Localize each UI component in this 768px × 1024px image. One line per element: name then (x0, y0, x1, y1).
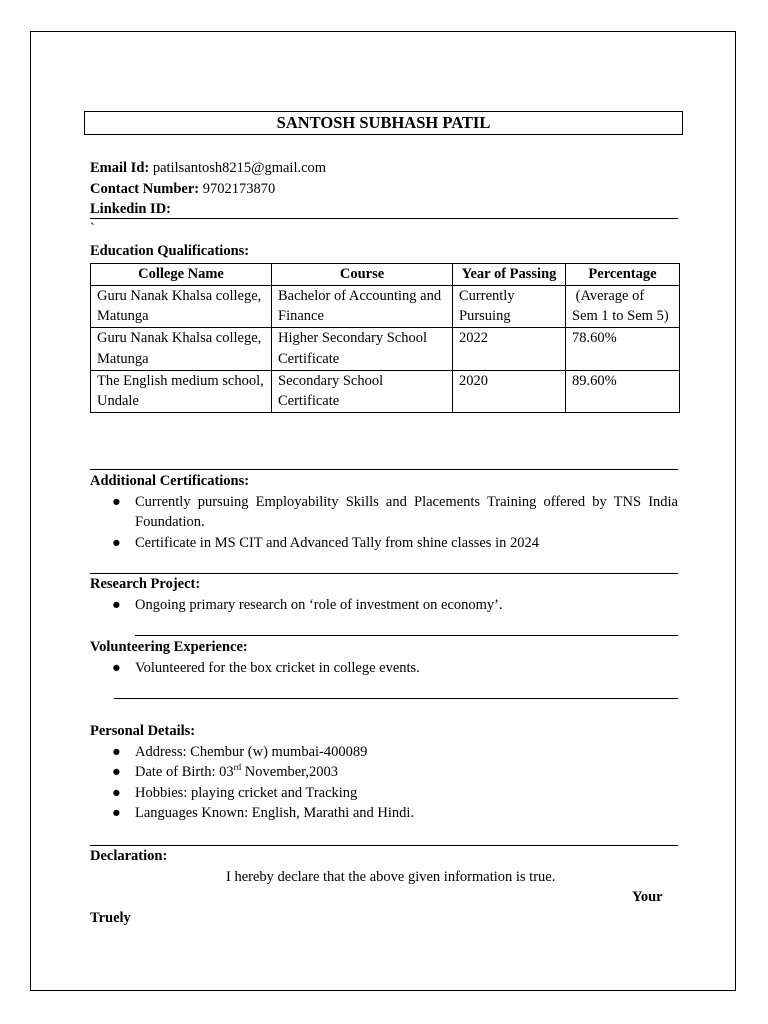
linkedin-line (90, 199, 171, 220)
education-heading (90, 241, 249, 262)
list-item-text: Ongoing primary research on ‘role of investment on economy’. (135, 597, 503, 613)
bullet-icon: ● (112, 764, 121, 780)
email-label: Email Id: (90, 160, 150, 176)
signoff-your: Your (632, 889, 663, 905)
education-table (90, 263, 680, 413)
list-item (90, 658, 678, 679)
phone-line (90, 179, 275, 200)
divider (90, 218, 678, 219)
table-cell: 89.60% (566, 370, 680, 412)
table-cell: 78.60% (566, 328, 680, 370)
table-cell: The English medium school, Undale (91, 370, 272, 412)
personal-list (90, 742, 678, 824)
table-cell: Guru Nanak Khalsa college, Matunga (91, 328, 272, 370)
address-text: Address: Chembur (w) mumbai-400089 (135, 743, 368, 760)
divider (90, 469, 678, 470)
table-cell: Bachelor of Accounting and Finance (272, 285, 453, 327)
certifications-heading (90, 471, 249, 492)
table-cell: Currently Pursuing (453, 285, 566, 327)
hobbies-text: Hobbies: playing cricket and Tracking (135, 784, 358, 801)
list-item (90, 492, 678, 533)
bullet-icon: ● (112, 534, 121, 551)
table-header-row (91, 264, 680, 286)
declaration-heading (90, 846, 167, 867)
name-header: SANTOSH SUBHASH PATIL (84, 111, 683, 135)
list-item (90, 533, 678, 554)
certifications-heading-text: Additional Certifications: (90, 473, 250, 489)
volunteering-heading (90, 637, 248, 658)
bullet-icon: ● (112, 597, 121, 613)
declaration-text: I hereby declare that the above given information is true. (226, 868, 556, 885)
dob-text: Date of Birth: 03 (135, 764, 234, 780)
table-cell: Secondary School Certificate (272, 370, 453, 412)
languages-text: Languages Known: English, Marathi and Hindi. (135, 805, 415, 821)
table-row (91, 285, 680, 327)
table-cell: 2020 (453, 370, 566, 412)
list-item-text: Certificate in MS CIT and Advanced Tally from shine classes in 2024 (135, 534, 539, 551)
list-item-text: Volunteered for the box cricket in college events. (135, 659, 420, 676)
table-cell: 2022 (453, 328, 566, 370)
personal-heading (90, 721, 195, 742)
table-row (91, 370, 680, 412)
list-item-text: Currently pursuing Employability Skills and Placements Training offered by TNS India Foundation. (135, 493, 678, 530)
list-item (90, 803, 678, 824)
stray-mark: ` (90, 221, 95, 237)
phone-value: 9702173870 (202, 180, 276, 197)
divider (114, 698, 678, 699)
table-cell: Higher Secondary School Certificate (272, 328, 453, 370)
dob-month-year: November,2003 (241, 764, 339, 780)
table-row (91, 328, 680, 370)
list-item (90, 783, 678, 804)
column-header: Course (272, 264, 453, 286)
volunteering-list (90, 658, 678, 679)
education-heading-text: Education Qualifications: (90, 243, 250, 259)
list-item (90, 742, 678, 763)
dob-ordinal: rd (233, 762, 242, 772)
bullet-icon: ● (112, 659, 121, 676)
phone-label: Contact Number: (90, 180, 200, 197)
email-line (90, 158, 326, 179)
bullet-icon: ● (112, 805, 121, 821)
bullet-icon: ● (112, 743, 121, 760)
bullet-icon: ● (112, 784, 121, 801)
divider (135, 635, 678, 636)
list-item (90, 762, 678, 783)
email-value: patilsantosh8215@gmail.com (152, 160, 327, 176)
column-header: College Name (91, 264, 272, 286)
research-heading (90, 574, 200, 595)
list-item (90, 595, 678, 616)
signoff-truely: Truely (90, 909, 131, 926)
column-header: Year of Passing (453, 264, 566, 286)
research-heading-text: Research Project: (90, 576, 201, 592)
table-cell: (Average of Sem 1 to Sem 5) (566, 285, 680, 327)
research-list (90, 595, 678, 616)
personal-heading-text: Personal Details: (90, 723, 196, 739)
table-cell: Guru Nanak Khalsa college, Matunga (91, 285, 272, 327)
declaration-heading-text: Declaration: (90, 848, 168, 864)
divider (90, 845, 678, 846)
bullet-icon: ● (112, 493, 121, 510)
volunteering-heading-text: Volunteering Experience: (90, 639, 248, 655)
linkedin-label: Linkedin ID: (90, 201, 171, 217)
column-header: Percentage (566, 264, 680, 286)
certifications-list (90, 492, 678, 554)
